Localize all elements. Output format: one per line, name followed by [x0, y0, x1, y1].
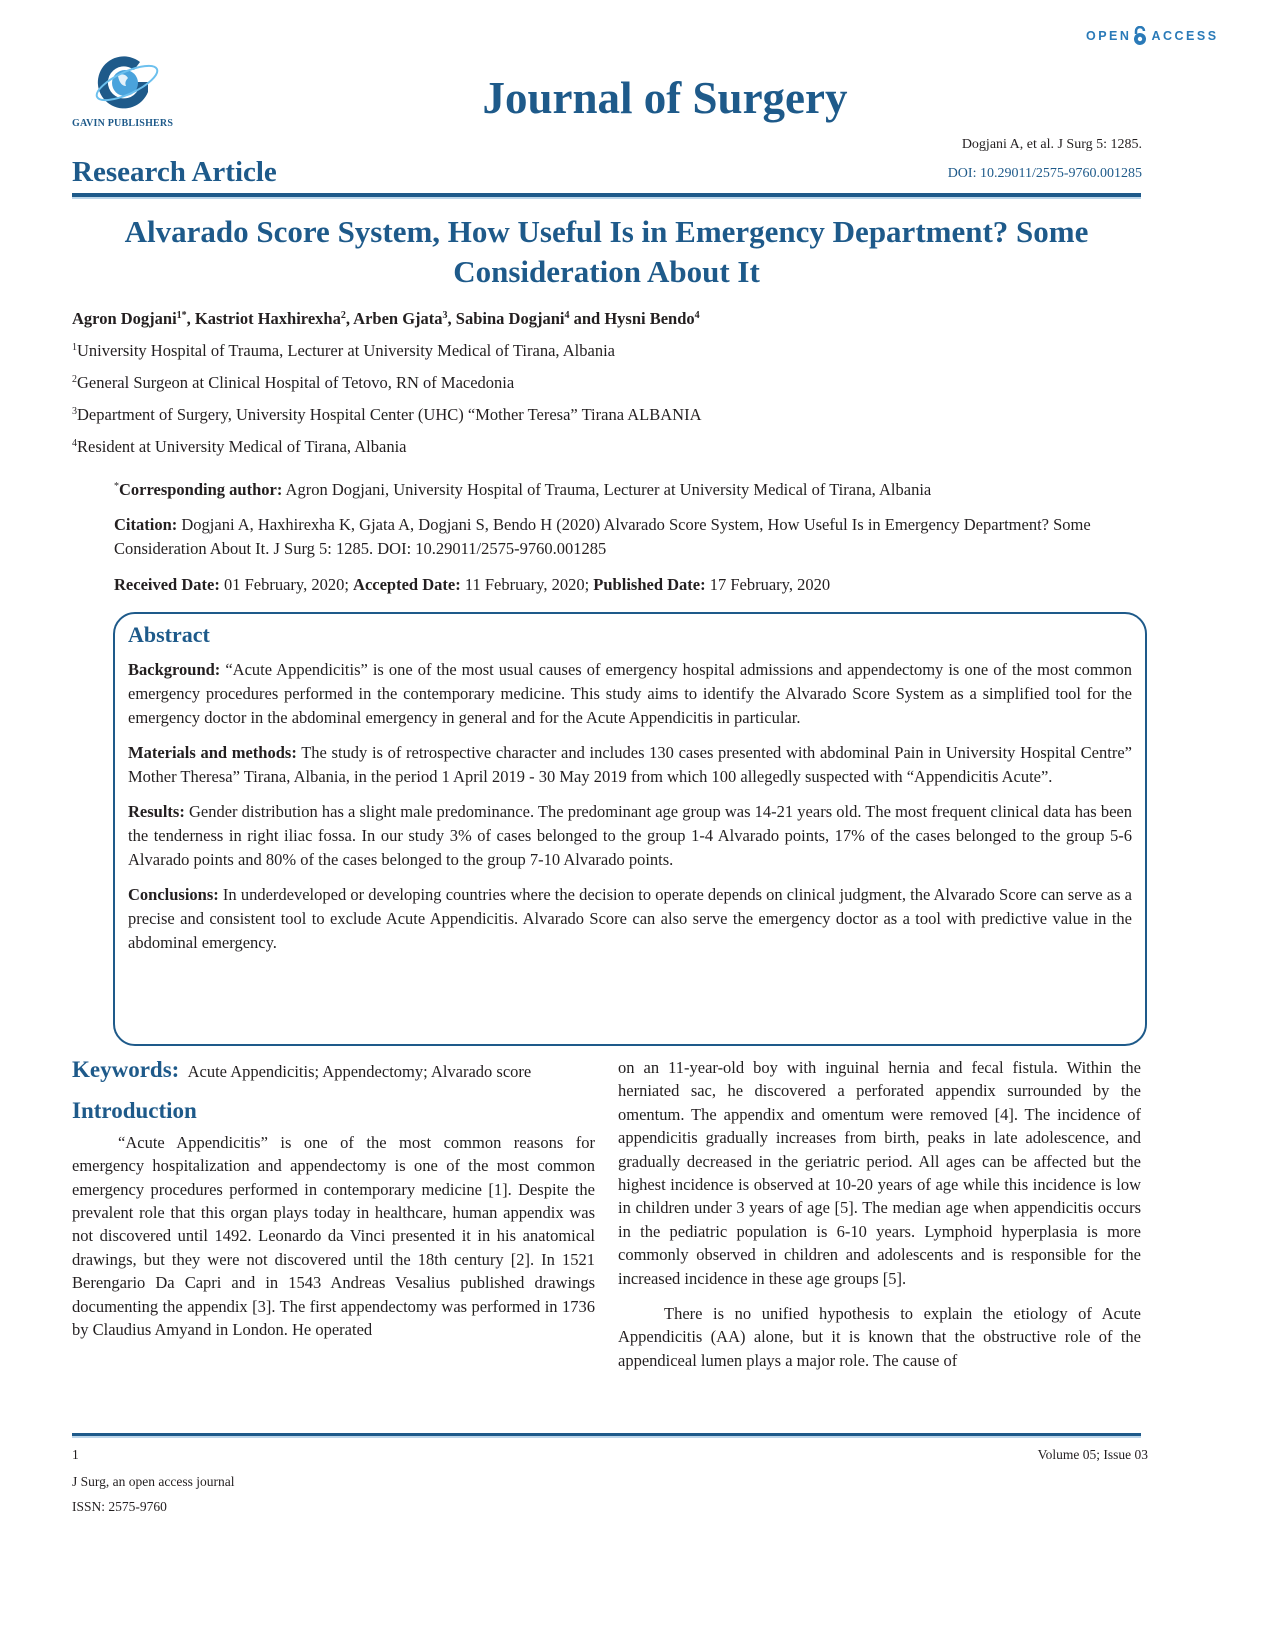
open-lock-icon	[1132, 26, 1148, 46]
introduction-heading: Introduction	[72, 1098, 197, 1124]
abstract-conclusions: Conclusions: In underdeveloped or developing countries where the decision to operate depends on clinical judgment, the Alvarado Score can serve as a precise and consistent tool to exclude Acute Appendicitis. Alvarado Score can also serve the emergency doctor as a tool with predictive value in the abdominal emergency.	[128, 885, 1132, 952]
article-dates: Received Date: 01 February, 2020; Accepted Date: 11 February, 2020; Published Date: 17 February, 2020	[114, 575, 831, 594]
author: Agron Dogjani	[72, 309, 177, 328]
footer-divider	[72, 1433, 1141, 1438]
open-access-left: OPEN	[1086, 29, 1132, 43]
author-list: Agron Dogjani$^{1*}$, Kastriot Haxhirexha$^2$, Arben Gjata$^3$, Sabina Dogjani$^4$ and Hysni Bendo$^4$	[72, 309, 700, 328]
left-column	[72, 1058, 595, 1341]
abstract-heading: Abstract	[128, 622, 210, 647]
right-column	[618, 1056, 1141, 1372]
article-type: Research Article	[72, 156, 277, 188]
article-title: Alvarado Score System, How Useful Is in Emergency Department? Some Consideration About It	[124, 214, 1089, 289]
journal-line: J Surg, an open access journal	[72, 1474, 235, 1489]
volume-issue: Volume 05; Issue 03	[1037, 1447, 1148, 1462]
abstract-methods: Materials and methods: The study is of retrospective character and includes 130 cases presented with abdominal Pain in University Hospital Centre” Mother Theresa” Tirana, Albania, in the period 1 April 2019 - 30 May 2019 from which 100 allegedly suspected with “Appendicitis Acute”.	[128, 743, 1132, 786]
author: Kastriot Haxhirexha	[194, 309, 341, 328]
affiliation: $^1$University Hospital of Trauma, Lecturer at University Medical of Tirana, Albania	[72, 341, 615, 360]
doi-link[interactable]: DOI: 10.29011/2575-9760.001285	[947, 166, 1142, 181]
issn: ISSN: 2575-9760	[72, 1499, 167, 1514]
author: Hysni Bendo	[604, 309, 695, 328]
affiliation: $^3$Department of Surgery, University Hospital Center (UHC) “Mother Teresa” Tirana ALBANIA	[72, 405, 702, 424]
header-divider	[72, 193, 1141, 199]
keywords: Keywords: Acute Appendicitis; Appendectomy; Alvarado score	[72, 1057, 532, 1082]
publisher-name: GAVIN PUBLISHERS	[72, 118, 174, 129]
abstract-box	[113, 612, 1147, 1046]
citation: Citation: Dogjani A, Haxhirexha K, Gjata A, Dogjani S, Bendo H (2020) Alvarado Score System, How Useful Is in Emergency Department? Some Consideration About It. J Surg 5: 1285. DOI: 10.29011/2575-9760.001285	[114, 515, 1091, 558]
corresponding-author: *Corresponding author: Agron Dogjani, University Hospital of Trauma, Lecturer at University Medical of Tirana, Albania	[114, 480, 932, 499]
open-access-right: ACCESS	[1151, 29, 1219, 43]
abstract-background: Background: “Acute Appendicitis” is one of the most usual causes of emergency hospital admissions and appendectomy is one of the most common emergency procedures performed in the contemporary medicine. This study aims to identify the Alvarado Score System as a simplified tool for the emergency doctor in the abdominal emergency in general and for the Acute Appendicitis in particular.	[128, 660, 1132, 727]
author: Arben Gjata	[353, 309, 443, 328]
short-citation: Dogjani A, et al. J Surg 5: 1285.	[961, 137, 1142, 152]
page-number: 1	[72, 1447, 79, 1462]
author: Sabina Dogjani	[455, 309, 565, 328]
intro-paragraph-continued: on an 11-year-old boy with inguinal hernia and fecal fistula. Within the herniated sac, he discovered a perforated appendix surrounded by the omentum. The appendix and omentum were removed [4]. The incidence of appendicitis gradually increases from birth, peaks in late adolescence, and gradually decreased in the geriatric period. All ages can be affected but the highest incidence is observed at 10-20 years of age while this incidence is low in children under 3 years of age [5]. The median age when appendicitis occurs in the pediatric population is 6-10 years. Lymphoid hyperplasia is more commonly observed in children and adolescents and is responsible for the increased incidence in these age groups [5].	[618, 1058, 1141, 1288]
journal-title: Journal of Surgery	[482, 73, 848, 123]
intro-paragraph: “Acute Appendicitis” is one of the most common reasons for emergency hospitalization and appendectomy is one of the most common emergency procedures performed in contemporary medicine [1]. Despite the prevalent role that this organ plays today in healthcare, human appendix was not discovered until 1492. Leonardo da Vinci presented it in his anatomical drawings, but they were not discovered until the 18th century [2]. In 1521 Berengario Da Capri and in 1543 Andreas Vesalius published drawings documenting the appendix [3]. The first appendectomy was performed in 1736 by Claudius Amyand in London. He operated	[72, 1132, 595, 1340]
abstract-results: Results: Gender distribution has a slight male predominance. The predominant age group was 14-21 years old. The most frequent clinical data has been the tenderness in right iliac fossa. In our study 3% of cases belonged to the group 1-4 Alvarado points, 17% of the cases belonged to the group 5-6 Alvarado points and 80% of the cases belonged to the group 7-10 Alvarado points.	[128, 802, 1132, 869]
affiliation: $^4$Resident at University Medical of Tirana, Albania	[72, 437, 407, 456]
intro-paragraph: There is no unified hypothesis to explain the etiology of Acute Appendicitis (AA) alone, but it is known that the obstructive role of the appendiceal lumen plays a major role. The cause of	[618, 1304, 1141, 1370]
affiliation: $^2$General Surgeon at Clinical Hospital of Tetovo, RN of Macedonia	[72, 373, 515, 392]
open-access-badge	[1086, 26, 1219, 46]
